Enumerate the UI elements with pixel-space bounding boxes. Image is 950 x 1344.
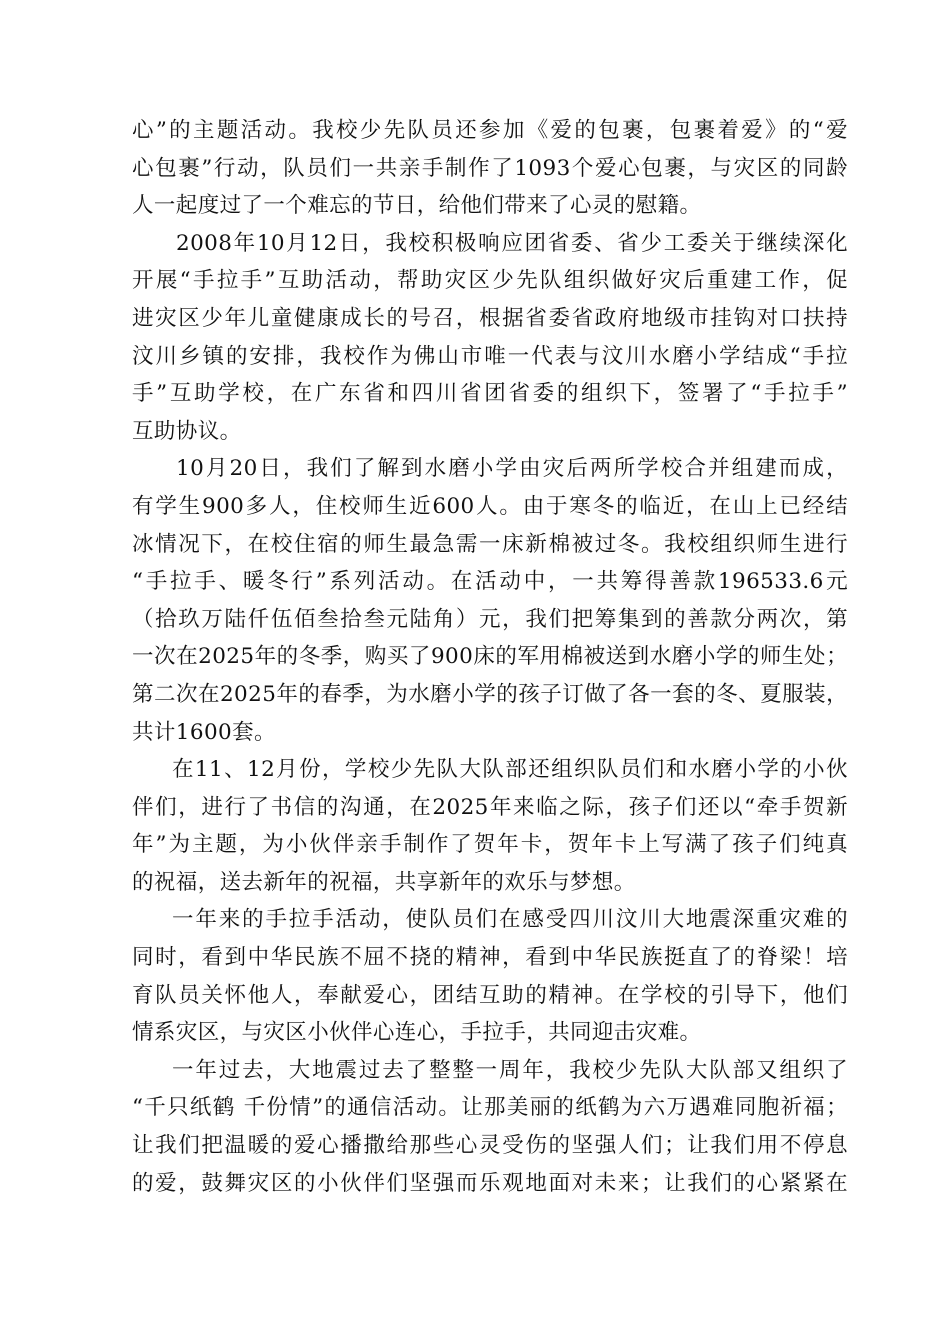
text-line: 有学生900多人，住校师生近600人。由于寒冬的临近，在山上已经结 bbox=[132, 493, 848, 519]
text-line: 年”为主题，为小伙伴亲手制作了贺年卡，贺年卡上写满了孩子们纯真 bbox=[132, 832, 848, 858]
text-line: 心”的主题活动。我校少先队员还参加《爱的包裹，包裹着爱》的“爱 bbox=[132, 118, 848, 143]
body-text bbox=[132, 112, 848, 1202]
text-line: 人一起度过了一个难忘的节日，给他们带来了心灵的慰籍。 bbox=[132, 193, 702, 219]
text-line: 手”互助学校，在广东省和四川省团省委的组织下，签署了“手拉手” bbox=[132, 381, 848, 407]
paragraph-start: 一年来的手拉手活动，使队员们在感受四川汶川大地震深重灾难的 bbox=[172, 907, 848, 933]
text-line: 伴们，进行了书信的沟通，在2025年来临之际，孩子们还以“牵手贺新 bbox=[132, 794, 848, 820]
text-line: （拾玖万陆仟伍佰叁拾叁元陆角）元，我们把筹集到的善款分两次，第 bbox=[132, 606, 848, 632]
text-line: 进灾区少年儿童健康成长的号召，根据省委省政府地级市挂钩对口扶持 bbox=[132, 305, 848, 331]
text-line: “千只纸鹤 千份情”的通信活动。让那美丽的纸鹤为六万遇难同胞祈福； bbox=[132, 1095, 848, 1121]
paragraph-start: 在11、12月份，学校少先队大队部还组织队员们和水磨小学的小伙 bbox=[172, 757, 848, 783]
text-line: 育队员关怀他人，奉献爱心，团结互助的精神。在学校的引导下，他们 bbox=[132, 982, 848, 1008]
paragraph-start: 10月20日，我们了解到水磨小学由灾后两所学校合并组建而成， bbox=[176, 456, 848, 482]
text-line: 第二次在2025年的春季，为水磨小学的孩子订做了各一套的冬、夏服装， bbox=[132, 681, 848, 707]
text-line: 汶川乡镇的安排，我校作为佛山市唯一代表与汶川水磨小学结成“手拉 bbox=[132, 343, 848, 369]
text-line: 心包裹”行动，队员们一共亲手制作了1093个爱心包裹，与灾区的同龄 bbox=[132, 155, 848, 181]
text-line: 一次在2025年的冬季，购买了900床的军用棉被送到水磨小学的师生处； bbox=[132, 644, 848, 670]
text-line: 让我们把温暖的爱心播撒给那些心灵受伤的坚强人们；让我们用不停息 bbox=[132, 1133, 848, 1159]
text-line: 情系灾区，与灾区小伙伴心连心，手拉手，共同迎击灾难。 bbox=[132, 1020, 702, 1046]
text-line: 互助协议。 bbox=[132, 418, 242, 444]
text-line: 的祝福，送去新年的祝福，共享新年的欢乐与梦想。 bbox=[132, 869, 636, 895]
text-line: “手拉手、暖冬行”系列活动。在活动中，一共筹得善款196533.6元 bbox=[132, 569, 848, 595]
text-line: 开展“手拉手”互助活动，帮助灾区少先队组织做好灾后重建工作，促 bbox=[132, 268, 848, 294]
text-line: 的爱，鼓舞灾区的小伙伴们坚强而乐观地面对未来；让我们的心紧紧在 bbox=[132, 1170, 848, 1196]
paragraph-start: 2008年10月12日，我校积极响应团省委、省少工委关于继续深化 bbox=[176, 230, 848, 256]
text-line: 同时，看到中华民族不屈不挠的精神，看到中华民族挺直了的脊梁！培 bbox=[132, 945, 848, 971]
text-line: 共计1600套。 bbox=[132, 719, 276, 745]
paragraph-start: 一年过去，大地震过去了整整一周年，我校少先队大队部又组织了 bbox=[172, 1057, 848, 1083]
text-line: 冰情况下，在校住宿的师生最急需一床新棉被过冬。我校组织师生进行 bbox=[132, 531, 848, 557]
